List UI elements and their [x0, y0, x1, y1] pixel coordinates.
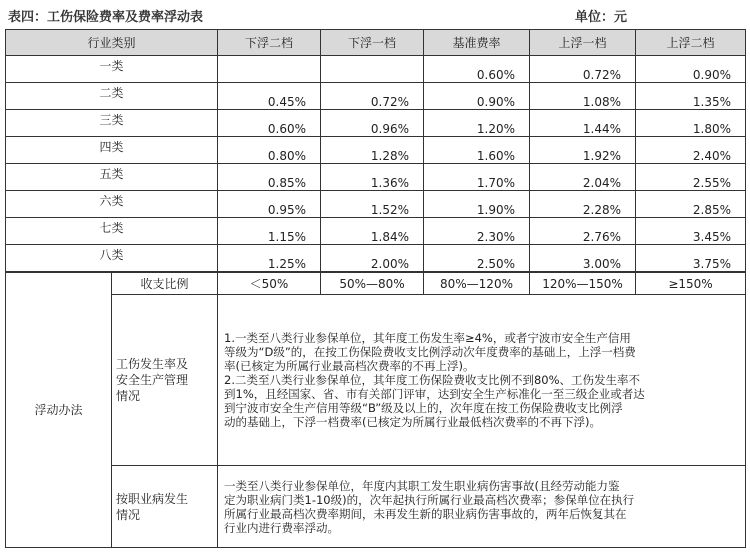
- rate-cell: 2.40%: [635, 136, 746, 164]
- rate-cell: 1.28%: [320, 136, 424, 164]
- rate-cell: 1.20%: [423, 109, 530, 137]
- rate-cell: [320, 55, 424, 83]
- rate-cell: 0.60%: [217, 109, 321, 137]
- rate-cell: 0.85%: [217, 163, 321, 191]
- float-label: 浮动办法: [5, 272, 112, 548]
- category-label: 三类: [5, 109, 218, 137]
- rate-table: [6, 30, 746, 548]
- rate-cell: 1.36%: [320, 163, 424, 191]
- rate-cell: 2.00%: [320, 244, 424, 272]
- table-title: 表四：工伤保险费率及费率浮动表: [8, 10, 204, 25]
- header-down2: 下浮二档: [217, 29, 321, 56]
- rate-cell: 1.44%: [529, 109, 636, 137]
- rate-cell: 3.00%: [529, 244, 636, 272]
- rate-cell: 0.96%: [320, 109, 424, 137]
- header-industry: 行业类别: [5, 29, 218, 56]
- rate-cell: 1.35%: [635, 82, 746, 110]
- unit-label: 单位：元: [575, 10, 628, 25]
- rate-cell: 2.30%: [423, 217, 530, 245]
- rate-cell: 1.15%: [217, 217, 321, 245]
- rate-cell: 2.85%: [635, 190, 746, 218]
- rate-cell: [217, 55, 321, 83]
- header-up1: 上浮一档: [529, 29, 636, 56]
- category-label: 四类: [5, 136, 218, 164]
- header-up2: 上浮二档: [635, 29, 746, 56]
- disease-text: 一类至八类行业参保单位，年度内其职工发生职业病伤害事故(且经劳动能力鉴 定为职业病门类1-10级)的，次年起执行所属行业最高档次费率；参保单位在执行 所属行业最高档次费率期间，未再发生新的职业病伤害事故的，两年后恢复其在 行业内进行费率浮动。: [224, 478, 635, 535]
- category-label: 八类: [5, 244, 218, 272]
- rate-cell: 0.90%: [423, 82, 530, 110]
- rate-cell: 1.90%: [423, 190, 530, 218]
- rate-cell: 3.75%: [635, 244, 746, 272]
- rate-cell: 0.72%: [529, 55, 636, 83]
- rate-cell: 1.25%: [217, 244, 321, 272]
- disease-text-cell: [217, 465, 746, 548]
- rate-cell: 3.45%: [635, 217, 746, 245]
- rate-cell: 1.92%: [529, 136, 636, 164]
- header-down1: 下浮一档: [320, 29, 424, 56]
- rate-cell: 0.95%: [217, 190, 321, 218]
- injury-text: 1.一类至八类行业参保单位，其年度工伤发生率≥4%，或者宁波市安全生产信用 等级为“D级”的，在按工伤保险费收支比例浮动次年度费率的基础上，上浮一档费 率(已核定为所属行业最高档次费率的不再上浮)。 2.二类至八类行业参保单位，其年度工伤保险费收支比例不到80%、工伤发生率不 到1%，且经国家、省、市有关部门评审，达到安全生产标准化一至三级企业或者达 到宁波市安全生产信用等级“B”级及以上的，次年度在按工伤保险费收支比例浮 动的基础上，下浮一档费率(已核定为所属行业最低档次费率的不再下浮)。: [224, 331, 645, 429]
- category-label: 五类: [5, 163, 218, 191]
- category-label: 一类: [5, 55, 218, 83]
- rate-cell: 2.55%: [635, 163, 746, 191]
- category-label: 六类: [5, 190, 218, 218]
- ratio-up1: 120%—150%: [529, 272, 636, 295]
- rate-cell: 1.60%: [423, 136, 530, 164]
- rate-cell: 1.08%: [529, 82, 636, 110]
- ratio-up2: ≥150%: [635, 272, 746, 295]
- rate-cell: 2.28%: [529, 190, 636, 218]
- rate-cell: 2.50%: [423, 244, 530, 272]
- rate-cell: 0.80%: [217, 136, 321, 164]
- rate-cell: 1.52%: [320, 190, 424, 218]
- rate-cell: 0.45%: [217, 82, 321, 110]
- category-label: 二类: [5, 82, 218, 110]
- injury-label: 工伤发生率及 安全生产管理 情况: [111, 294, 218, 466]
- ratio-down2: ＜50%: [217, 272, 321, 295]
- rate-cell: 1.84%: [320, 217, 424, 245]
- rate-cell: 2.04%: [529, 163, 636, 191]
- rate-cell: 0.72%: [320, 82, 424, 110]
- rate-cell: 0.90%: [635, 55, 746, 83]
- disease-label: 按职业病发生 情况: [111, 465, 218, 548]
- rate-cell: 1.70%: [423, 163, 530, 191]
- ratio-label: 收支比例: [111, 272, 218, 295]
- injury-text-cell: [217, 294, 746, 466]
- rate-cell: 2.76%: [529, 217, 636, 245]
- ratio-down1: 50%—80%: [320, 272, 424, 295]
- header-base: 基准费率: [423, 29, 530, 56]
- rate-cell: 1.80%: [635, 109, 746, 137]
- ratio-base: 80%—120%: [423, 272, 530, 295]
- rate-cell: 0.60%: [423, 55, 530, 83]
- category-label: 七类: [5, 217, 218, 245]
